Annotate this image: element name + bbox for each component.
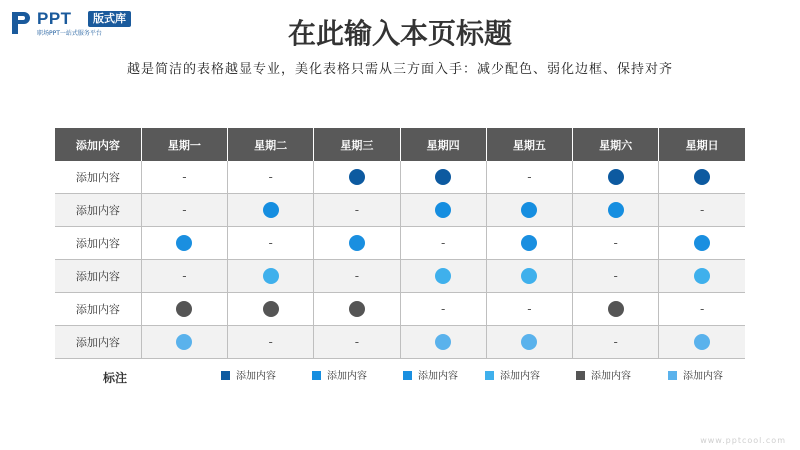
page-title: 在此输入本页标题 (287, 17, 512, 50)
table-cell (659, 326, 745, 359)
status-dot-icon (694, 334, 710, 350)
row-label: 添加内容 (55, 293, 141, 326)
table-cell (400, 293, 486, 326)
legend-label: 添加内容 (327, 371, 367, 382)
empty-marker: - (527, 302, 532, 316)
status-dot-icon (263, 202, 279, 218)
table-cell (659, 227, 745, 260)
empty-marker: - (613, 236, 618, 250)
empty-marker: - (268, 236, 273, 250)
table-cell (141, 326, 227, 359)
empty-marker: - (182, 170, 187, 184)
legend-label: 添加内容 (418, 371, 458, 382)
legend-label: 添加内容 (500, 371, 540, 382)
table-cell (573, 227, 659, 260)
table-cell (486, 161, 572, 194)
table-cell (314, 161, 400, 194)
table-cell (486, 194, 572, 227)
empty-marker: - (527, 170, 532, 184)
watermark: www.pptcool.com (700, 436, 786, 445)
header-cell: 添加内容 (55, 128, 141, 161)
table-cell (573, 260, 659, 293)
table-body (55, 161, 745, 359)
status-dot-icon (694, 169, 710, 185)
legend-item (668, 371, 723, 383)
table-row (55, 194, 745, 227)
table-cell (400, 161, 486, 194)
empty-marker: - (182, 203, 187, 217)
table-cell (659, 260, 745, 293)
header-cell: 星期六 (573, 128, 659, 161)
row-label: 添加内容 (55, 326, 141, 359)
legend-item (485, 371, 540, 383)
header-cell: 星期日 (659, 128, 745, 161)
table-cell (141, 227, 227, 260)
table-cell (659, 293, 745, 326)
header-cell: 星期二 (228, 128, 314, 161)
legend-swatch-icon (576, 371, 585, 380)
table-cell (486, 227, 572, 260)
status-dot-icon (435, 202, 451, 218)
empty-marker: - (268, 170, 273, 184)
status-dot-icon (349, 301, 365, 317)
empty-marker: - (268, 335, 273, 349)
empty-marker: - (354, 203, 360, 217)
page-subtitle: 越是简洁的表格越显专业，美化表格只需从三方面入手：减少配色、弱化边框、保持对齐 (126, 62, 673, 77)
table-cell (400, 260, 486, 293)
legend-swatch-icon (485, 371, 494, 380)
table-cell (228, 194, 314, 227)
status-dot-icon (176, 334, 192, 350)
legend-label: 添加内容 (236, 371, 276, 382)
table-row (55, 293, 745, 326)
status-dot-icon (521, 268, 537, 284)
legend-item (576, 371, 631, 383)
empty-marker: - (440, 302, 446, 316)
legend-item (221, 371, 276, 383)
status-dot-icon (608, 301, 624, 317)
table-cell (573, 326, 659, 359)
status-dot-icon (349, 169, 365, 185)
status-dot-icon (694, 235, 710, 251)
table-cell (228, 293, 314, 326)
empty-marker: - (354, 335, 360, 349)
header-cell: 星期一 (141, 128, 227, 161)
table-header-row (55, 128, 745, 161)
status-dot-icon (349, 235, 365, 251)
logo-tagline: 职场PPT一站式服务平台 (37, 30, 102, 37)
empty-marker: - (354, 269, 360, 283)
table-cell (141, 161, 227, 194)
legend (55, 366, 745, 388)
table-cell (314, 260, 400, 293)
legend-swatch-icon (221, 371, 230, 380)
logo-text: PPT (37, 9, 72, 28)
empty-marker: - (613, 269, 618, 283)
status-dot-icon (176, 301, 192, 317)
legend-item (312, 371, 367, 383)
status-dot-icon (521, 235, 537, 251)
table-cell (573, 161, 659, 194)
status-dot-icon (521, 334, 537, 350)
status-dot-icon (263, 301, 279, 317)
table-cell (228, 227, 314, 260)
legend-swatch-icon (403, 371, 412, 380)
table-cell (228, 326, 314, 359)
row-label: 添加内容 (55, 260, 141, 293)
table-cell (486, 260, 572, 293)
table-cell (314, 227, 400, 260)
legend-label: 添加内容 (683, 371, 723, 382)
table-cell (314, 293, 400, 326)
empty-marker: - (440, 236, 446, 250)
table-cell (141, 194, 227, 227)
header-cell: 星期四 (400, 128, 486, 161)
table-row (55, 326, 745, 359)
table-cell (573, 293, 659, 326)
status-dot-icon (694, 268, 710, 284)
table-cell (400, 326, 486, 359)
table-cell (314, 326, 400, 359)
legend-title: 标注 (102, 371, 127, 385)
legend-label: 添加内容 (591, 371, 631, 382)
table-cell (228, 161, 314, 194)
table-cell (659, 161, 745, 194)
row-label: 添加内容 (55, 161, 141, 194)
status-dot-icon (608, 202, 624, 218)
logo-badge: 版式库 (88, 11, 131, 27)
table-cell (486, 293, 572, 326)
table-cell (400, 194, 486, 227)
table-cell (141, 260, 227, 293)
status-dot-icon (435, 169, 451, 185)
empty-marker: - (613, 335, 618, 349)
table-cell (141, 293, 227, 326)
table-row (55, 161, 745, 194)
empty-marker: - (699, 302, 705, 316)
table-cell (486, 326, 572, 359)
status-dot-icon (435, 334, 451, 350)
table-cell (400, 227, 486, 260)
legend-item (403, 371, 458, 383)
status-dot-icon (263, 268, 279, 284)
status-dot-icon (608, 169, 624, 185)
status-dot-icon (176, 235, 192, 251)
table-cell (228, 260, 314, 293)
header-cell: 星期三 (314, 128, 400, 161)
row-label: 添加内容 (55, 227, 141, 260)
table-cell (573, 194, 659, 227)
empty-marker: - (699, 203, 705, 217)
table-cell (659, 194, 745, 227)
legend-swatch-icon (312, 371, 321, 380)
legend-swatch-icon (668, 371, 677, 380)
table-row (55, 260, 745, 293)
table-cell (314, 194, 400, 227)
row-label: 添加内容 (55, 194, 141, 227)
empty-marker: - (182, 269, 187, 283)
table-row (55, 227, 745, 260)
header-cell: 星期五 (486, 128, 572, 161)
status-dot-icon (435, 268, 451, 284)
schedule-table (55, 128, 745, 359)
status-dot-icon (521, 202, 537, 218)
